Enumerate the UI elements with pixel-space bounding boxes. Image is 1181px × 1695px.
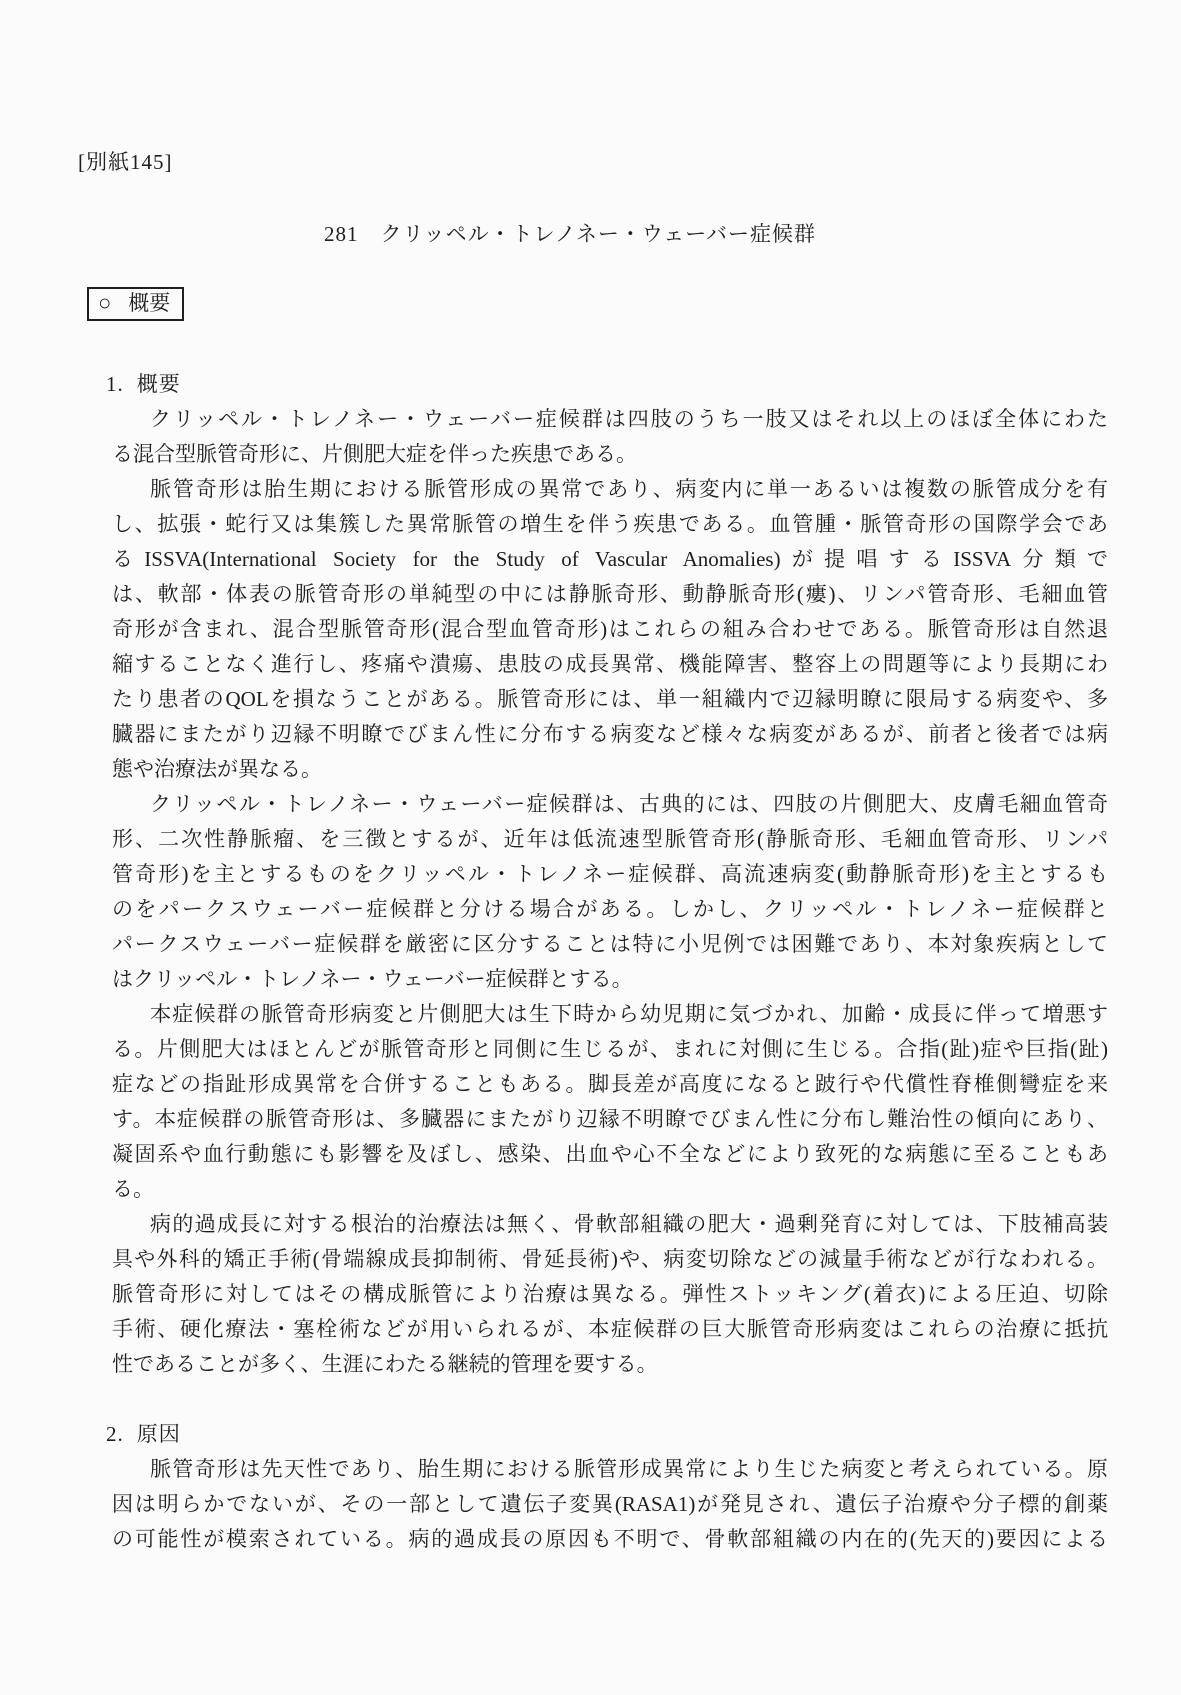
text-line: 態や治療法が異なる。 <box>112 757 322 781</box>
text-line: はクリッペル・トレノネー・ウェーバー症候群とする。 <box>112 967 633 991</box>
overview-box-label: 概要 <box>128 291 171 315</box>
text-line: るISSVA(International Society for the Study of Vascular Anomalies)が提唱するISSVA分類で <box>112 547 1108 571</box>
text-line: 因は明らかでないが、その一部として遺伝子変異(RASA1)が発見され、遺伝子治療や分子標的創薬 <box>112 1492 1108 1516</box>
text-line: クリッペル・トレノネー・ウェーバー症候群は四肢のうち一肢又はそれ以上のほぼ全体にわた <box>150 407 1108 431</box>
section-overview <box>0 367 1181 1382</box>
paragraph <box>112 1207 1108 1382</box>
section-number: 2. <box>106 1422 124 1446</box>
text-line: 縮することなく進行し、疼痛や潰瘍、患肢の成長異常、機能障害、整容上の問題等により長期にわ <box>112 652 1108 676</box>
paragraph <box>112 997 1108 1207</box>
text-line: は、軟部・体表の脈管奇形の単純型の中には静脈奇形、動静脈奇形(瘻)、リンパ管奇形、毛細血管 <box>112 582 1108 606</box>
text-line: のをパークスウェーバー症候群と分ける場合がある。しかし、クリッペル・トレノネー症候群と <box>112 897 1108 921</box>
circle-marker: ○ <box>98 290 112 315</box>
page-title: 281 クリッペル・トレノネー・ウェーバー症候群 <box>323 222 817 246</box>
text-line: る。片側肥大はほとんどが脈管奇形と同側に生じるが、まれに対側に生じる。合指(趾)症や巨指(趾) <box>112 1037 1108 1061</box>
text-line: 管奇形)を主とするものをクリッペル・トレノネー症候群、高流速病変(動静脈奇形)を主とするも <box>112 862 1108 886</box>
text-line: 臓器にまたがり辺縁不明瞭でびまん性に分布する病変など様々な病変があるが、前者と後者では病 <box>112 722 1108 746</box>
text-line: し、拡張・蛇行又は集簇した異常脈管の増生を伴う疾患である。血管腫・脈管奇形の国際学会であ <box>112 512 1108 536</box>
section-body <box>112 402 1108 1382</box>
text-line: 性であることが多く、生涯にわたる継続的管理を要する。 <box>112 1352 658 1376</box>
paragraph <box>112 402 1108 472</box>
section-title: 原因 <box>136 1422 181 1446</box>
text-line: パークスウェーバー症候群を厳密に区分することは特に小児例では困難であり、本対象疾病として <box>112 932 1108 956</box>
section-body <box>112 1452 1108 1557</box>
section-title: 概要 <box>136 372 181 396</box>
text-line: 手術、硬化療法・塞栓術などが用いられるが、本症候群の巨大脈管奇形病変はこれらの治療に抵抗 <box>112 1317 1108 1341</box>
text-line: 脈管奇形は先天性であり、胎生期における脈管形成異常により生じた病変と考えられている。原 <box>150 1457 1108 1481</box>
text-line: 病的過成長に対する根治的治療法は無く、骨軟部組織の肥大・過剰発育に対しては、下肢補高装 <box>150 1212 1108 1236</box>
text-line: 凝固系や血行動態にも影響を及ぼし、感染、出血や心不全などにより致死的な病態に至ることもあ <box>112 1142 1108 1166</box>
text-line: 脈管奇形に対してはその構成脈管により治療は異なる。弾性ストッキング(着衣)による圧迫、切除 <box>112 1282 1108 1306</box>
text-line: 脈管奇形は胎生期における脈管形成の異常であり、病変内に単一あるいは複数の脈管成分を有 <box>150 477 1108 501</box>
section-number: 1. <box>106 372 124 396</box>
text-line: 具や外科的矯正手術(骨端線成長抑制術、骨延長術)や、病変切除などの減量手術などが行なわれる。 <box>112 1247 1108 1271</box>
text-line: 形、二次性静脈瘤、を三徴とするが、近年は低流速型脈管奇形(静脈奇形、毛細血管奇形、リンパ <box>112 827 1108 851</box>
overview-box <box>87 287 184 321</box>
text-line: 症などの指趾形成異常を合併することもある。脚長差が高度になると跛行や代償性脊椎側彎症を来 <box>112 1072 1108 1096</box>
text-line: る混合型脈管奇形に、片側肥大症を伴った疾患である。 <box>112 442 637 466</box>
text-line: る。 <box>112 1177 154 1201</box>
text-line: 本症候群の脈管奇形病変と片側肥大は生下時から幼児期に気づかれ、加齢・成長に伴って増悪す <box>150 1002 1108 1026</box>
section-heading <box>106 1417 1181 1452</box>
paragraph <box>112 787 1108 997</box>
text-line: たり患者のQOLを損なうことがある。脈管奇形には、単一組織内で辺縁明瞭に限局する病変や、多 <box>112 687 1108 711</box>
section-heading <box>106 367 1181 402</box>
text-line: 奇形が含まれ、混合型脈管奇形(混合型血管奇形)はこれらの組み合わせである。脈管奇形は自然退 <box>112 617 1108 641</box>
text-line: す。本症候群の脈管奇形は、多臓器にまたがり辺縁不明瞭でびまん性に分布し難治性の傾向にあり、 <box>112 1107 1108 1131</box>
section-cause <box>0 1417 1181 1557</box>
paragraph <box>112 1452 1108 1557</box>
attachment-label: [別紙145] <box>78 150 173 174</box>
paragraph <box>112 472 1108 787</box>
text-line: クリッペル・トレノネー・ウェーバー症候群は、古典的には、四肢の片側肥大、皮膚毛細血管奇 <box>150 792 1108 816</box>
text-line: の可能性が模索されている。病的過成長の原因も不明で、骨軟部組織の内在的(先天的)要因による <box>112 1527 1108 1551</box>
